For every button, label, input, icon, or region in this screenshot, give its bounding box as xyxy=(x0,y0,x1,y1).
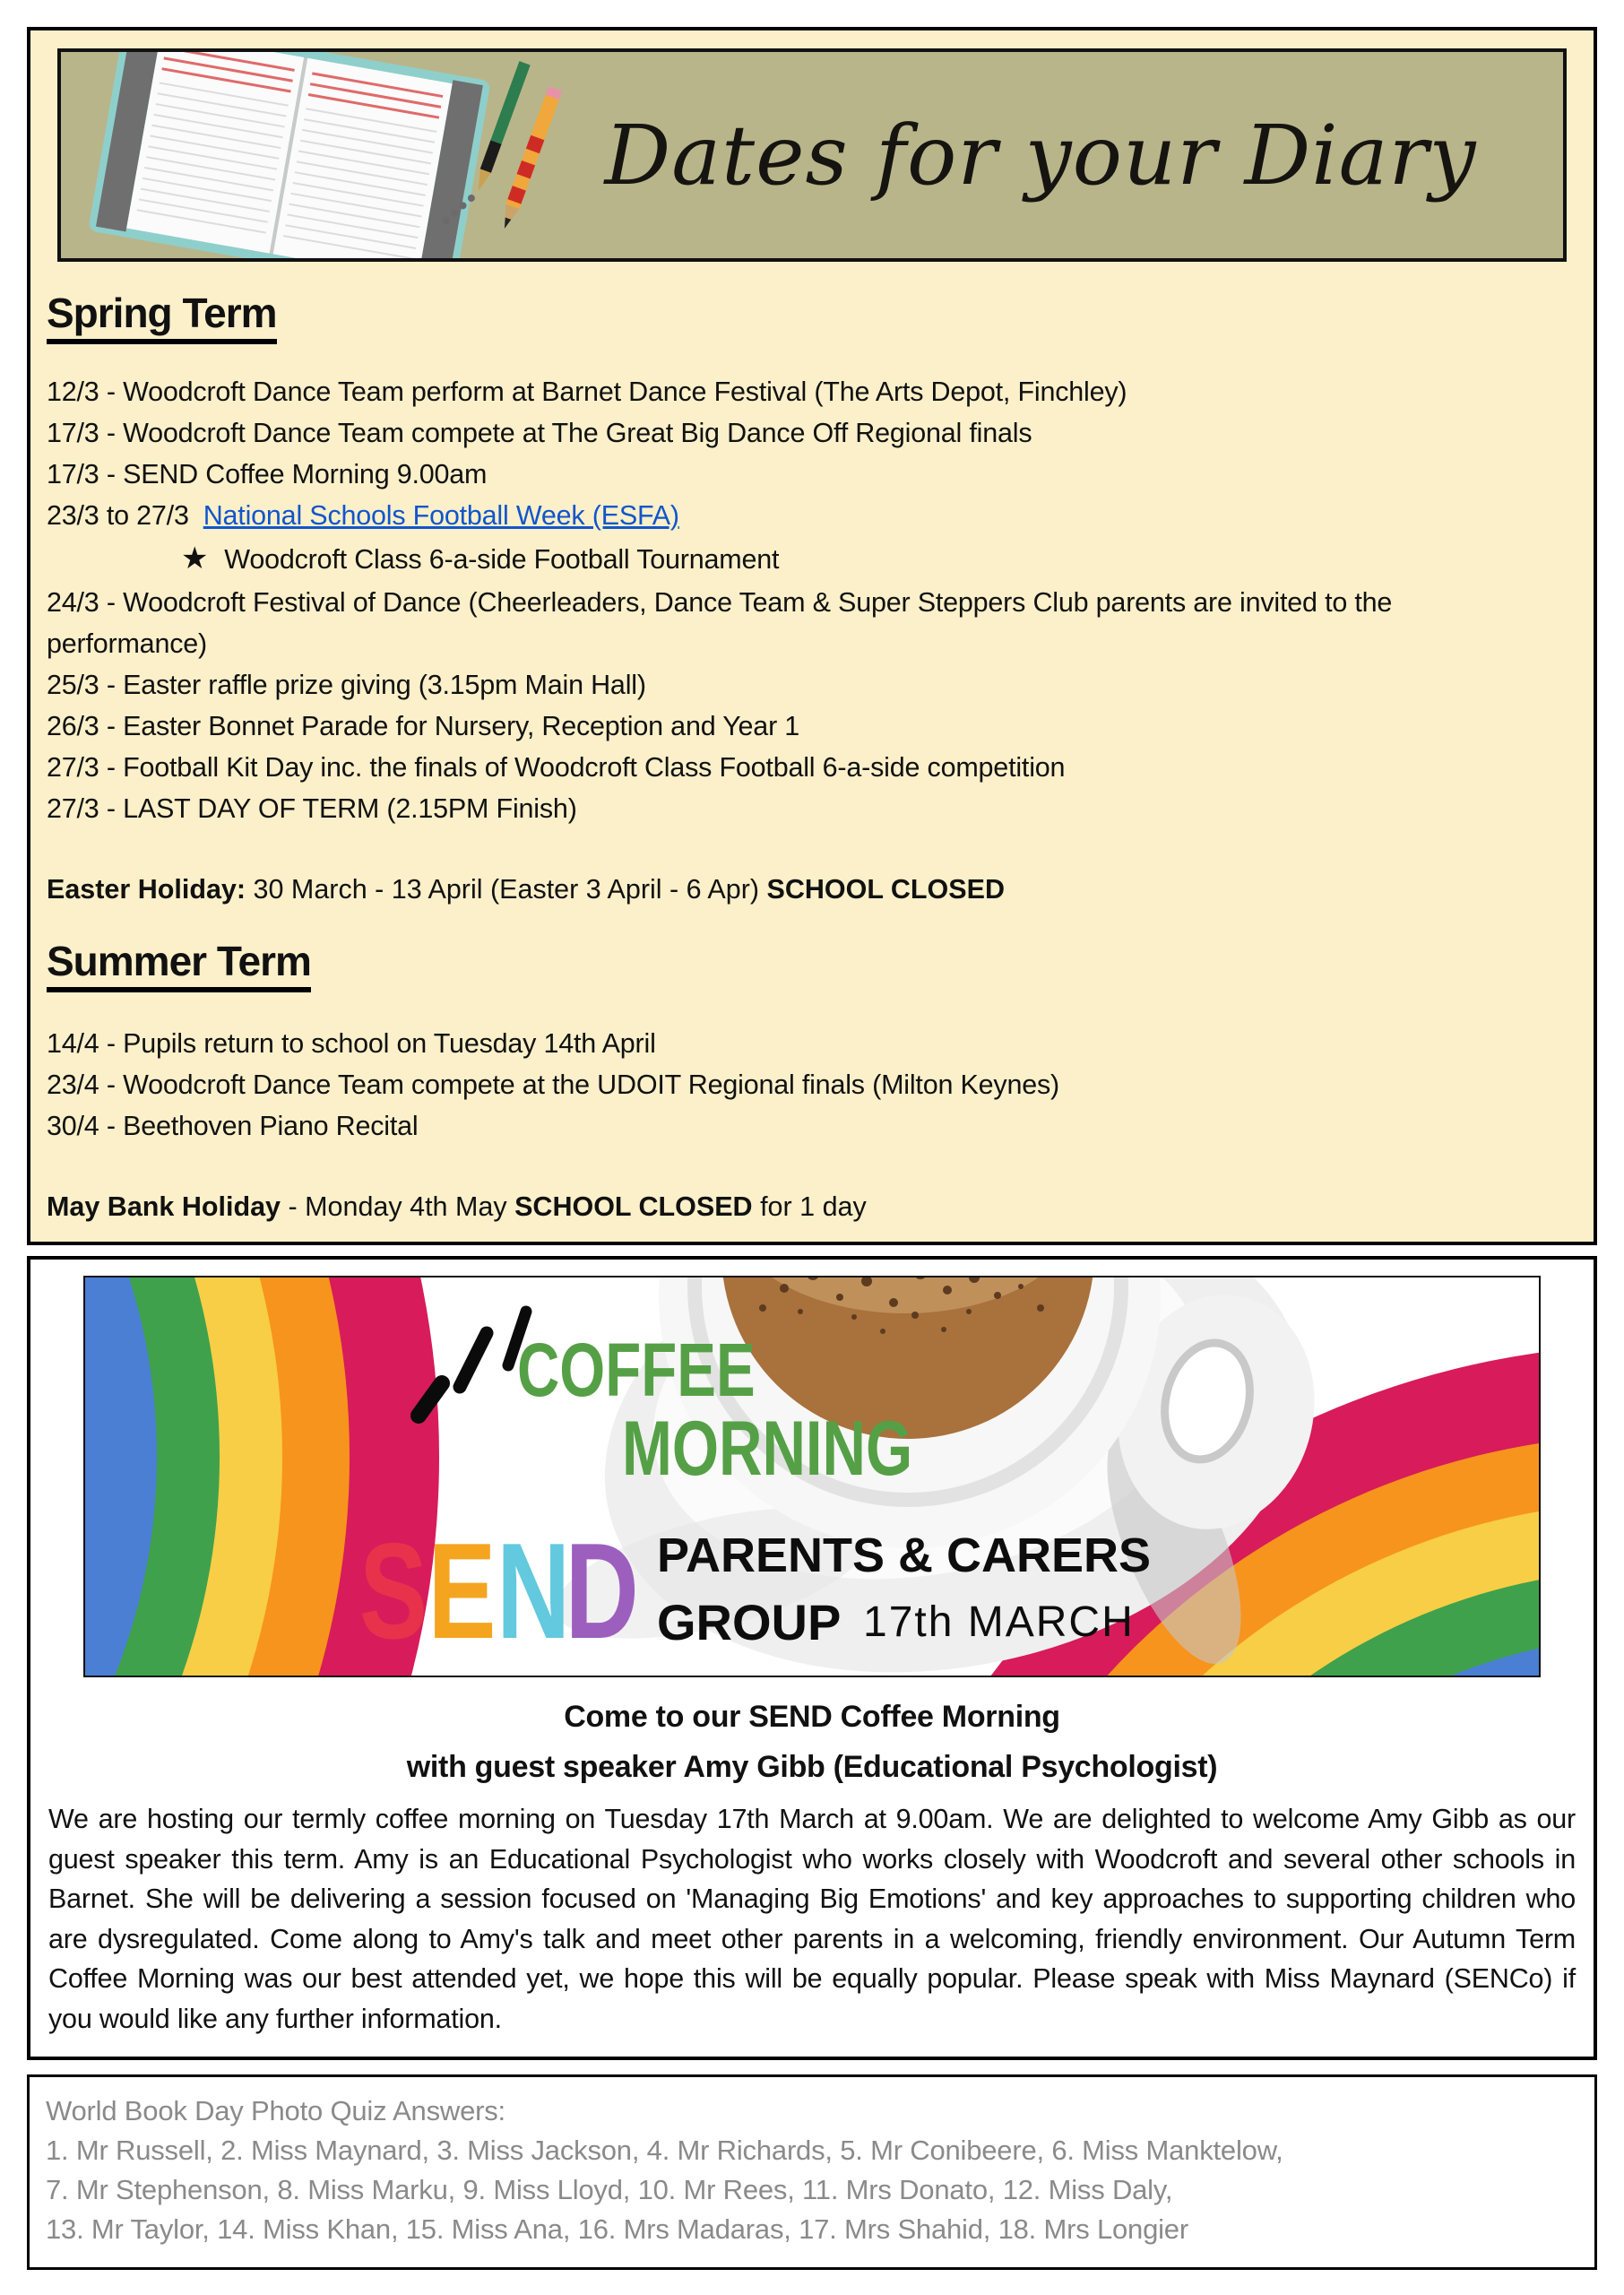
holiday-dates: - Monday 4th May xyxy=(281,1191,515,1222)
dates-for-diary-section xyxy=(27,27,1597,1245)
event-line: 17/3 - SEND Coffee Morning 9.00am xyxy=(47,459,488,489)
event-line: 26/3 - Easter Bonnet Parade for Nursery, Reception and Year 1 xyxy=(47,711,800,741)
morning-text: MORNING xyxy=(622,1406,913,1492)
event-line: 17/3 - Woodcroft Dance Team compete at The Great Big Dance Off Regional finals xyxy=(47,418,1032,448)
summer-events-list xyxy=(47,1023,1577,1147)
coffee-banner-art xyxy=(85,1277,1539,1676)
group-text: GROUP xyxy=(657,1594,842,1650)
school-closed-label: SCHOOL CLOSED xyxy=(514,1191,753,1222)
spring-term-heading: Spring Term xyxy=(47,289,1577,344)
event-line: 14/4 - Pupils return to school on Tuesday 14th April xyxy=(47,1028,656,1059)
may-bank-holiday-note xyxy=(47,1186,1577,1227)
football-week-link[interactable]: National Schools Football Week (ESFA) xyxy=(203,500,679,531)
notebook-illustration xyxy=(61,52,563,258)
event-line: 30/4 - Beethoven Piano Recital xyxy=(47,1111,419,1141)
event-line-football-week xyxy=(47,495,1577,536)
send-letter-d: D xyxy=(565,1515,639,1667)
spring-events-list xyxy=(47,371,1577,829)
event-line: 12/3 - Woodcroft Dance Team perform at Barnet Dance Festival (The Arts Depot, Finchley) xyxy=(47,377,1127,407)
coffee-title-line2: with guest speaker Amy Gibb (Educational Psychologist) xyxy=(406,1750,1218,1784)
coffee-body-paragraph: We are hosting our termly coffee morning on Tuesday 17th March at 9.00am. We are delighted to welcome Amy Gibb as our guest speaker this term. Amy is an Educational Psychologist who works closely with Woodcroft and several other schools in Barnet. She will be delivering a session focused on 'Managing Big Emotions' and key approaches to supporting children who are dysregulated. Come along to Amy's talk and meet other parents in a welcoming, friendly environment. Our Autumn Term Coffee Morning was our best attended yet, we hope this will be equally popular. Please speak with Miss Maynard (SENCo) if you would like any further information. xyxy=(48,1804,1576,2034)
coffee-morning-banner-image xyxy=(83,1276,1541,1677)
event-line: 27/3 - LAST DAY OF TERM (2.15PM Finish) xyxy=(47,793,577,824)
coffee-morning-section xyxy=(27,1256,1597,2060)
send-letter-e: E xyxy=(428,1515,497,1667)
holiday-suffix: for 1 day xyxy=(752,1191,867,1222)
holiday-dates: 30 March - 13 April (Easter 3 April - 6 Apr) xyxy=(246,874,767,905)
coffee-title-line1: Come to our SEND Coffee Morning xyxy=(564,1700,1060,1734)
holiday-label: Easter Holiday: xyxy=(47,874,246,905)
quiz-answers-section xyxy=(27,2074,1597,2270)
summer-term-heading: Summer Term xyxy=(47,937,1577,992)
diary-banner xyxy=(57,48,1567,262)
star-icon: ★ xyxy=(181,541,209,576)
school-closed-label: SCHOOL CLOSED xyxy=(766,874,1005,905)
send-letter-n: N xyxy=(497,1515,571,1667)
quiz-answers-line: 7. Mr Stephenson, 8. Miss Marku, 9. Miss Lloyd, 10. Mr Rees, 11. Mrs Donato, 12. Miss Daly, xyxy=(46,2174,1173,2205)
date-range: 23/3 to 27/3 xyxy=(47,500,189,531)
notebook-pencils-icon xyxy=(61,52,563,258)
event-line: 23/4 - Woodcroft Dance Team compete at the UDOIT Regional finals (Milton Keynes) xyxy=(47,1070,1059,1100)
holiday-label: May Bank Holiday xyxy=(47,1191,281,1222)
banner-date-text: 17th MARCH xyxy=(863,1598,1135,1646)
send-letter-s: S xyxy=(359,1515,428,1667)
quiz-title: World Book Day Photo Quiz Answers: xyxy=(46,2095,505,2126)
diary-title: Dates for your Diary xyxy=(604,107,1477,204)
quiz-answers-line: 13. Mr Taylor, 14. Miss Khan, 15. Miss Ana, 16. Mrs Madaras, 17. Mrs Shahid, 18. Mrs Longier xyxy=(46,2213,1188,2245)
event-text: Woodcroft Class 6-a-side Football Tournament xyxy=(224,544,780,575)
coffee-text: COFFEE xyxy=(517,1328,756,1412)
event-line: 25/3 - Easter raffle prize giving (3.15pm Main Hall) xyxy=(47,670,646,700)
event-line-tournament xyxy=(47,536,1577,582)
event-line: 27/3 - Football Kit Day inc. the finals of Woodcroft Class Football 6-a-side competition xyxy=(47,752,1066,783)
event-line: 24/3 - Woodcroft Festival of Dance (Cheerleaders, Dance Team & Super Steppers Club parents are invited to the performance) xyxy=(47,587,1393,659)
parents-carers-text: PARENTS & CARERS xyxy=(657,1529,1152,1582)
easter-holiday-note xyxy=(47,869,1577,910)
quiz-answers-line: 1. Mr Russell, 2. Miss Maynard, 3. Miss Jackson, 4. Mr Richards, 5. Mr Conibeere, 6. Miss Manktelow, xyxy=(46,2135,1283,2166)
